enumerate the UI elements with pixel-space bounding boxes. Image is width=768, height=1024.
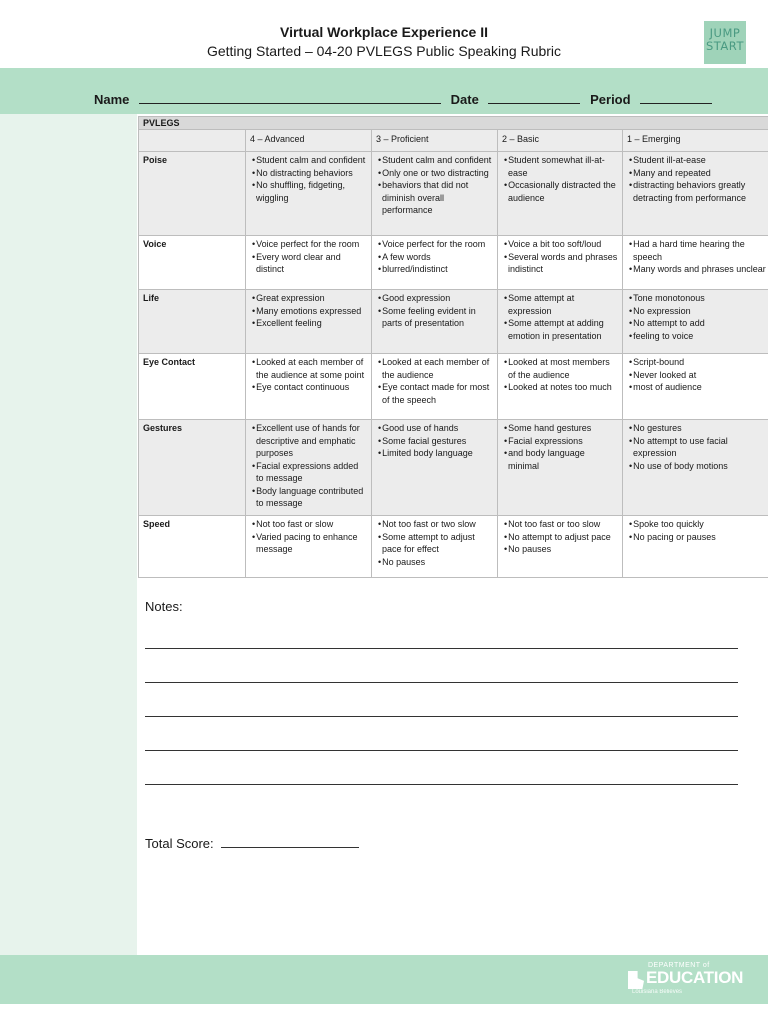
descriptor-list (627, 356, 768, 394)
descriptor-item: • feeling to voice (627, 330, 768, 343)
rubric-cell (372, 516, 498, 578)
descriptor-list (250, 292, 367, 330)
descriptor-item: • Several words and phrases indistinct (502, 251, 618, 276)
criterion-label: Speed (139, 516, 246, 578)
criterion-label: Eye Contact (139, 354, 246, 420)
descriptor-item: • Many and repeated (627, 167, 768, 180)
descriptor-item: • A few words (376, 251, 493, 264)
descriptor-list (250, 422, 367, 510)
notes-line[interactable] (145, 784, 738, 785)
descriptor-list (376, 238, 493, 276)
descriptor-item: • Some attempt at adding emotion in presentation (502, 317, 618, 342)
notes-line[interactable] (145, 682, 738, 683)
louisiana-state-icon (628, 971, 644, 989)
descriptor-item: • No attempt to use facial expression (627, 435, 768, 460)
descriptor-list (250, 154, 367, 204)
descriptor-item: • Student calm and confident (250, 154, 367, 167)
column-header: 1 – Emerging (623, 130, 768, 152)
rubric-cell (498, 290, 623, 354)
descriptor-item: • Tone monotonous (627, 292, 768, 305)
descriptor-item: • Spoke too quickly (627, 518, 768, 531)
descriptor-item: • Had a hard time hearing the speech (627, 238, 768, 263)
descriptor-item: • No attempt to add (627, 317, 768, 330)
rubric-cell (623, 420, 768, 516)
descriptor-item: • Varied pacing to enhance message (250, 531, 367, 556)
descriptor-list (250, 518, 367, 556)
notes-line[interactable] (145, 750, 738, 751)
descriptor-item: • Voice a bit too soft/loud (502, 238, 618, 251)
rubric-cell (246, 516, 372, 578)
rubric-cell (246, 152, 372, 236)
descriptor-list (502, 518, 618, 556)
descriptor-list (627, 422, 768, 472)
descriptor-list (502, 292, 618, 342)
descriptor-item: • Script-bound (627, 356, 768, 369)
name-field[interactable] (139, 93, 441, 104)
jump-start-logo (704, 21, 746, 64)
rubric-cell (372, 420, 498, 516)
rubric-cell (372, 354, 498, 420)
rubric-cell (498, 152, 623, 236)
descriptor-item: • Some attempt at expression (502, 292, 618, 317)
rubric-row (139, 152, 768, 236)
descriptor-item: • Never looked at (627, 369, 768, 382)
notes-label: Notes: (145, 599, 183, 614)
rubric-cell (498, 236, 623, 290)
date-field[interactable] (488, 93, 580, 104)
descriptor-item: • Eye contact continuous (250, 381, 367, 394)
descriptor-item: • No pauses (502, 543, 618, 556)
rubric-title-row (139, 117, 768, 130)
name-band (0, 68, 768, 114)
descriptor-item: • Student somewhat ill-at-ease (502, 154, 618, 179)
rubric-cell (623, 516, 768, 578)
student-info-row (94, 92, 712, 107)
rubric-cell (246, 354, 372, 420)
descriptor-list (376, 154, 493, 217)
descriptor-list (502, 154, 618, 204)
period-field[interactable] (640, 93, 712, 104)
descriptor-item: • Some feeling evident in parts of presentation (376, 305, 493, 330)
period-label: Period (590, 92, 631, 107)
descriptor-item: • Excellent use of hands for descriptive and emphatic purposes (250, 422, 367, 460)
descriptor-item: • Occasionally distracted the audience (502, 179, 618, 204)
page-header (0, 0, 768, 68)
descriptor-item: • and body language minimal (502, 447, 618, 472)
descriptor-item: • Looked at most members of the audience (502, 356, 618, 381)
rubric-cell (623, 236, 768, 290)
descriptor-item: • Student calm and confident (376, 154, 493, 167)
descriptor-item: • Great expression (250, 292, 367, 305)
descriptor-item: • Good expression (376, 292, 493, 305)
descriptor-item: • Looked at each member of the audience (376, 356, 493, 381)
column-header: 4 – Advanced (246, 130, 372, 152)
rubric-cell (498, 420, 623, 516)
rubric-row (139, 420, 768, 516)
column-header: 2 – Basic (498, 130, 623, 152)
descriptor-list (376, 292, 493, 330)
descriptor-item: • most of audience (627, 381, 768, 394)
descriptor-item: • Excellent feeling (250, 317, 367, 330)
rubric-row (139, 516, 768, 578)
descriptor-item: • distracting behaviors greatly detracting from performance (627, 179, 768, 204)
department-of-education-logo (628, 962, 744, 996)
criterion-label: Life (139, 290, 246, 354)
rubric-cell (623, 290, 768, 354)
page-subtitle: Getting Started – 04-20 PVLEGS Public Speaking Rubric (206, 43, 562, 59)
rubric-header-row (139, 130, 768, 152)
descriptor-item: • No shuffling, fidgeting, wiggling (250, 179, 367, 204)
rubric-cell (372, 290, 498, 354)
total-score-label: Total Score: (145, 836, 214, 851)
rubric-cell (623, 354, 768, 420)
descriptor-item: • Not too fast or slow (250, 518, 367, 531)
criterion-label: Gestures (139, 420, 246, 516)
descriptor-list (627, 154, 768, 204)
descriptor-item: • Voice perfect for the room (376, 238, 493, 251)
descriptor-list (627, 238, 768, 276)
notes-line[interactable] (145, 716, 738, 717)
descriptor-item: • Good use of hands (376, 422, 493, 435)
descriptor-item: • No gestures (627, 422, 768, 435)
rubric-title: PVLEGS (139, 117, 768, 130)
descriptor-item: • Eye contact made for most of the speech (376, 381, 493, 406)
rubric-cell (372, 236, 498, 290)
descriptor-item: • Facial expressions added to message (250, 460, 367, 485)
descriptor-item: • No pauses (376, 556, 493, 569)
header-blank-cell (139, 130, 246, 152)
rubric-cell (246, 236, 372, 290)
descriptor-list (376, 356, 493, 406)
rubric-row (139, 354, 768, 420)
rubric-cell (498, 516, 623, 578)
descriptor-list (376, 518, 493, 568)
descriptor-list (502, 422, 618, 472)
total-score-row (145, 836, 359, 851)
rubric-cell (498, 354, 623, 420)
descriptor-item: • Some attempt to adjust pace for effect (376, 531, 493, 556)
descriptor-item: • Student ill-at-ease (627, 154, 768, 167)
notes-line[interactable] (145, 648, 738, 649)
descriptor-item: • Some hand gestures (502, 422, 618, 435)
descriptor-item: • Many emotions expressed (250, 305, 367, 318)
descriptor-item: • blurred/indistinct (376, 263, 493, 276)
descriptor-item: • Voice perfect for the room (250, 238, 367, 251)
descriptor-item: • No attempt to adjust pace (502, 531, 618, 544)
descriptor-item: • Body language contributed to message (250, 485, 367, 510)
criterion-label: Voice (139, 236, 246, 290)
page-title: Virtual Workplace Experience II (279, 24, 489, 40)
descriptor-list (376, 422, 493, 460)
criterion-label: Poise (139, 152, 246, 236)
descriptor-item: • Not too fast or two slow (376, 518, 493, 531)
logo-line1: JUMP (709, 26, 741, 40)
descriptor-list (250, 356, 367, 394)
descriptor-item: • Only one or two distracting (376, 167, 493, 180)
name-label: Name (94, 92, 130, 107)
descriptor-list (502, 356, 618, 394)
descriptor-item: • Looked at each member of the audience at some point (250, 356, 367, 381)
descriptor-list (627, 292, 768, 342)
descriptor-list (627, 518, 768, 543)
column-header: 3 – Proficient (372, 130, 498, 152)
rubric-table (138, 116, 768, 578)
rubric-cell (246, 290, 372, 354)
logo-education-text: EDUCATION (646, 968, 744, 987)
descriptor-list (502, 238, 618, 276)
descriptor-item: • Some facial gestures (376, 435, 493, 448)
descriptor-item: • No use of body motions (627, 460, 768, 473)
descriptor-item: • Looked at notes too much (502, 381, 618, 394)
descriptor-item: • Every word clear and distinct (250, 251, 367, 276)
logo-line2: START (706, 39, 744, 53)
left-sidebar (0, 114, 137, 955)
descriptor-item: • Facial expressions (502, 435, 618, 448)
rubric-cell (372, 152, 498, 236)
descriptor-item: • Limited body language (376, 447, 493, 460)
logo-tagline: Louisiana Believes (632, 989, 683, 995)
descriptor-item: • No distracting behaviors (250, 167, 367, 180)
date-label: Date (450, 92, 479, 107)
total-score-field[interactable] (221, 837, 359, 848)
descriptor-item: • behaviors that did not diminish overall performance (376, 179, 493, 217)
descriptor-item: • Many words and phrases unclear (627, 263, 768, 276)
rubric-row (139, 236, 768, 290)
descriptor-list (250, 238, 367, 276)
descriptor-item: • No expression (627, 305, 768, 318)
rubric-cell (246, 420, 372, 516)
rubric-cell (623, 152, 768, 236)
descriptor-item: • No pacing or pauses (627, 531, 768, 544)
descriptor-item: • Not too fast or too slow (502, 518, 618, 531)
logo-dept-text: DEPARTMENT of (648, 962, 710, 969)
rubric-row (139, 290, 768, 354)
